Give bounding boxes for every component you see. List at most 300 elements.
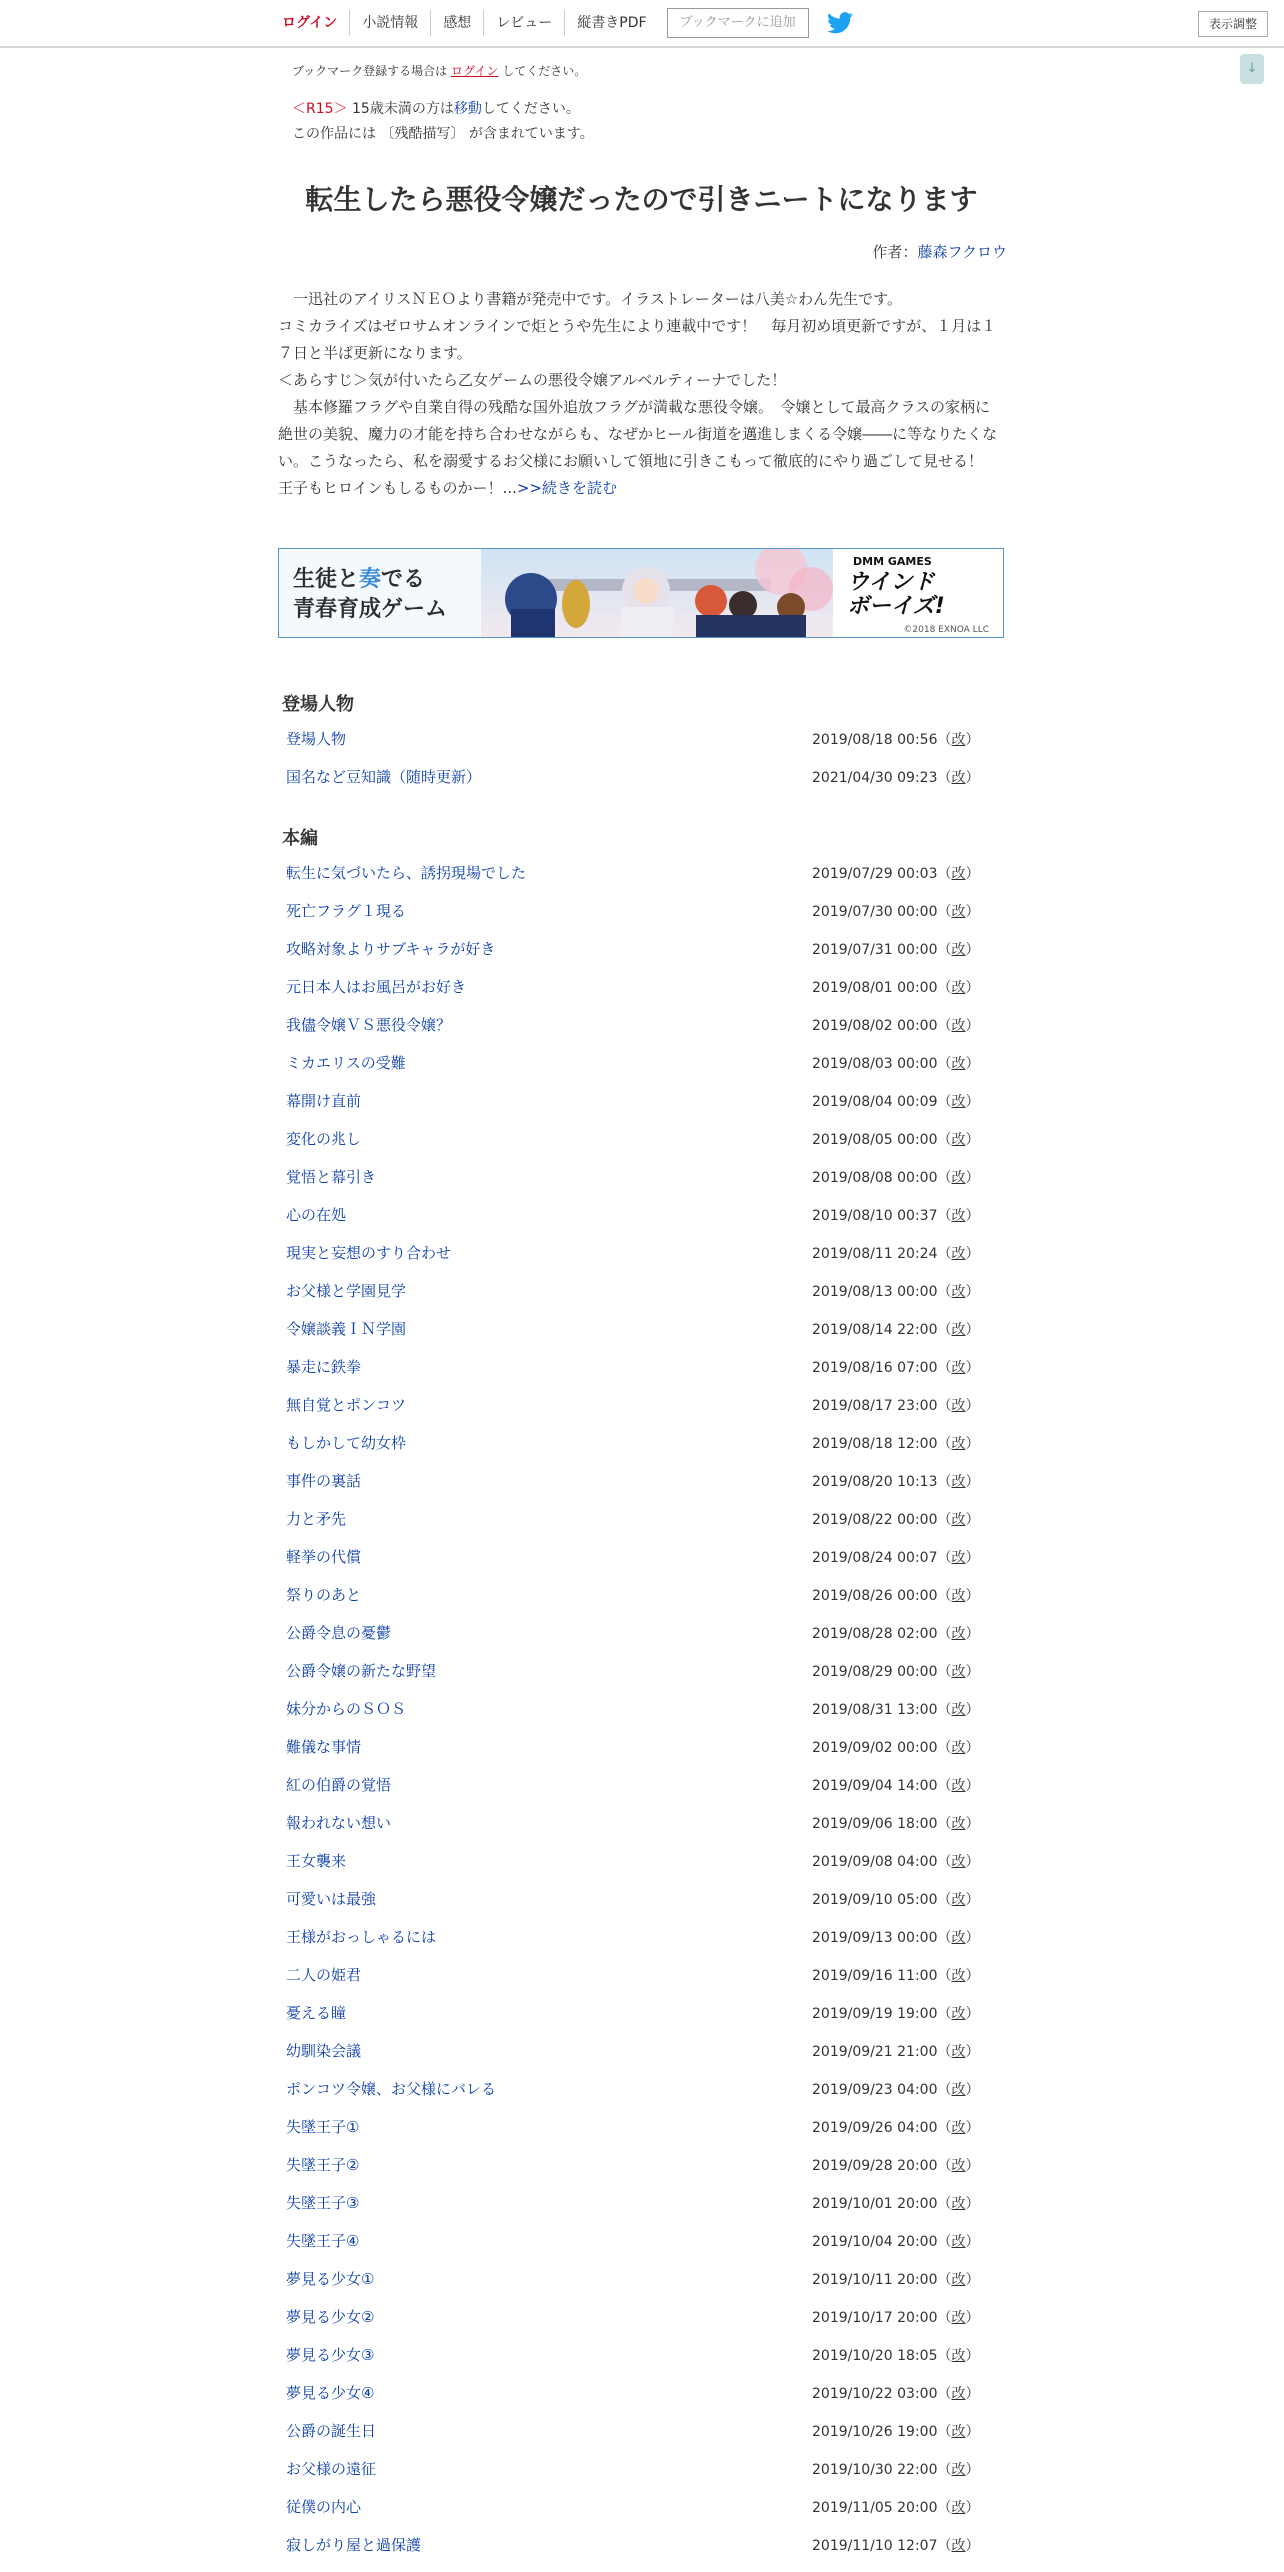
synopsis-line: 絶世の美貌、魔力の才能を持ち合わせながらも、なぜかヒール街道を邁進しまくる令嬢――に等なりたくな [278,425,998,443]
revision-paren-open: （ [937,904,952,920]
episode-link[interactable]: 幼馴染会議 [286,2042,362,2060]
episode-link[interactable]: 登場人物 [286,730,347,748]
episode-timestamp: 2019/07/31 00:00 [812,942,938,958]
episode-timestamp: 2019/09/02 00:00 [812,1740,938,1756]
episode-timestamp: 2019/09/21 21:00 [812,2044,938,2060]
revision-paren-open: （ [937,1132,952,1148]
episode-row [286,1052,986,1090]
revision-link[interactable]: 改 [951,2120,966,2136]
revision-paren-open: （ [937,2348,952,2364]
synopsis-line: ＜あらすじ＞気が付いたら乙女ゲームの悪役令嬢アルベルティーナでした！ [278,371,787,389]
nav-review[interactable]: レビュー [483,10,564,36]
revision-link[interactable]: 改 [951,2538,966,2554]
episode-timestamp: 2019/08/17 23:00 [812,1398,938,1414]
synopsis-line-last [278,475,1002,502]
episode-row [286,2230,986,2268]
revision-link[interactable]: 改 [951,2196,966,2212]
revision-link[interactable]: 改 [951,866,966,882]
episode-timestamp: 2019/08/28 02:00 [812,1626,938,1642]
revision-paren-open: （ [937,1702,952,1718]
episode-link[interactable]: 覚悟と幕引き [286,1168,377,1186]
episode-date [812,1243,980,1263]
revision-paren-open: （ [937,1018,952,1034]
revision-link[interactable]: 改 [951,1360,966,1376]
episode-timestamp: 2019/09/28 20:00 [812,2158,938,2174]
episode-date [812,2117,980,2137]
revision-link[interactable]: 改 [951,1322,966,1338]
revision-link[interactable]: 改 [951,2500,966,2516]
episode-row [286,1850,986,1888]
revision-link[interactable]: 改 [951,1968,966,1984]
episode-row [286,1736,986,1774]
banner-text-c: でる [381,567,426,592]
revision-paren-close: ） [965,1018,980,1034]
episode-timestamp: 2019/10/26 19:00 [812,2424,938,2440]
episode-row [286,2040,986,2078]
episode-row [286,900,986,938]
episode-row [286,1888,986,1926]
revision-link[interactable]: 改 [951,1550,966,1566]
revision-paren-open: （ [937,942,952,958]
revision-paren-close: ） [965,2120,980,2136]
revision-paren-open: （ [937,866,952,882]
read-more-link[interactable]: >>続きを読む [516,479,617,497]
revision-paren-open: （ [937,1208,952,1224]
revision-paren-close: ） [965,732,980,748]
episode-link[interactable]: 失墜王子① [286,2118,360,2136]
episode-date [812,2193,980,2213]
revision-link[interactable]: 改 [951,2006,966,2022]
revision-paren-open: （ [937,2500,952,2516]
episode-date [812,1091,980,1111]
revision-link[interactable]: 改 [951,1056,966,1072]
revision-paren-open: （ [937,2538,952,2554]
revision-link[interactable]: 改 [951,1132,966,1148]
episode-link[interactable]: 王女襲来 [286,1852,347,1870]
synopsis-line: 基本修羅フラグや自業自得の残酷な国外追放フラグが満載な悪役令嬢。 令嬢として最高クラスの家柄に [278,398,991,416]
episode-row [286,2534,986,2572]
revision-paren-open: （ [937,980,952,996]
revision-paren-close: ） [965,1398,980,1414]
episode-date [812,2535,980,2555]
revision-link[interactable]: 改 [951,1626,966,1642]
revision-paren-open: （ [937,1360,952,1376]
episode-timestamp: 2021/04/30 09:23 [812,770,938,786]
nav-impressions[interactable]: 感想 [430,10,483,36]
episode-date [812,2307,980,2327]
episode-timestamp: 2019/08/04 00:09 [812,1094,938,1110]
revision-paren-open: （ [937,1930,952,1946]
episode-date [812,767,980,787]
revision-link[interactable]: 改 [951,1740,966,1756]
episode-row [286,2420,986,2458]
revision-paren-close: ） [965,1664,980,1680]
revision-paren-close: ） [965,1968,980,1984]
synopsis [278,286,1002,502]
revision-paren-close: ） [965,866,980,882]
author-link[interactable]: 藤森フクロウ [917,243,1007,261]
banner-text-line2: 青春育成ゲーム [293,597,448,622]
episode-link[interactable]: 憂える瞳 [286,2004,347,2022]
episode-link[interactable]: 二人の姫君 [286,1966,362,1984]
episode-date [812,1281,980,1301]
episode-row [286,1546,986,1584]
episode-date [812,1129,980,1149]
display-adjust-button[interactable]: 表示調整 [1198,11,1268,37]
r15-tag: ＜R15＞ [292,101,348,117]
revision-link[interactable]: 改 [951,1170,966,1186]
revision-paren-close: ） [965,1816,980,1832]
episode-link[interactable]: 力と矛先 [286,1510,347,1528]
episode-link[interactable]: 失墜王子③ [286,2194,360,2212]
episode-timestamp: 2019/10/22 03:00 [812,2386,938,2402]
episode-date [812,977,980,997]
episode-timestamp: 2019/10/01 20:00 [812,2196,938,2212]
revision-link[interactable]: 改 [951,2082,966,2098]
revision-paren-close: ） [965,1778,980,1794]
episode-timestamp: 2019/07/30 00:00 [812,904,938,920]
revision-link[interactable]: 改 [951,770,966,786]
revision-link[interactable]: 改 [951,1816,966,1832]
episode-link[interactable]: 無自覚とポンコツ [286,1396,407,1414]
episode-link[interactable]: お父様と学園見学 [286,1282,407,1300]
episode-date [812,1927,980,1947]
episode-link[interactable]: 令嬢談義ＩＮ学園 [286,1320,407,1338]
revision-link[interactable]: 改 [951,1284,966,1300]
revision-paren-close: ） [965,2006,980,2022]
revision-paren-open: （ [937,2158,952,2174]
episode-date [812,1205,980,1225]
episode-date [812,2041,980,2061]
revision-link[interactable]: 改 [951,1018,966,1034]
episode-row [286,1394,986,1432]
revision-paren-close: ） [965,1930,980,1946]
revision-paren-open: （ [937,732,952,748]
episode-date [812,1813,980,1833]
revision-paren-close: ） [965,1512,980,1528]
episode-row [286,1318,986,1356]
banner-logo [833,549,1003,637]
revision-link[interactable]: 改 [951,2272,966,2288]
revision-paren-close: ） [965,904,980,920]
chapter-title: 本編 [282,828,318,849]
revision-link[interactable]: 改 [951,1436,966,1452]
revision-link[interactable]: 改 [951,1398,966,1414]
episode-row [286,862,986,900]
revision-paren-open: （ [937,1854,952,1870]
episode-link[interactable]: 変化の兆し [286,1130,362,1148]
episode-link[interactable]: 心の在処 [286,1206,347,1224]
revision-paren-open: （ [937,1664,952,1680]
revision-link[interactable]: 改 [951,2348,966,2364]
episode-date [812,1433,980,1453]
content-warning: この作品には 〔残酷描写〕 が含まれています。 [292,126,594,142]
episode-timestamp: 2019/09/13 00:00 [812,1930,938,1946]
episode-row [286,1242,986,1280]
episode-row [286,2496,986,2534]
episode-link[interactable]: 死亡フラグ１現る [286,902,407,920]
episode-timestamp: 2019/10/11 20:00 [812,2272,938,2288]
episode-date [812,1053,980,1073]
episode-row [286,1090,986,1128]
episode-timestamp: 2019/08/05 00:00 [812,1132,938,1148]
chapter-title: 登場人物 [282,694,354,715]
episode-timestamp: 2019/10/04 20:00 [812,2234,938,2250]
revision-paren-open: （ [937,1816,952,1832]
revision-link[interactable]: 改 [951,2386,966,2402]
episode-date [812,1585,980,1605]
synopsis-line: ７日と半ば更新になります。 [278,344,472,362]
episode-link[interactable]: 難儀な事情 [286,1738,362,1756]
episode-link[interactable]: 事件の裏話 [286,1472,362,1490]
episode-date [812,1699,980,1719]
episode-row [286,766,986,804]
episode-row [286,1812,986,1850]
revision-paren-close: ） [965,1094,980,1110]
revision-link[interactable]: 改 [951,1892,966,1908]
episode-link[interactable]: 可愛いは最強 [286,1890,377,1908]
revision-paren-close: ） [965,980,980,996]
r15-text: 15歳未満の方は [352,101,454,117]
revision-link[interactable]: 改 [951,1208,966,1224]
revision-paren-open: （ [937,770,952,786]
revision-paren-close: ） [965,1588,980,1604]
episode-link[interactable]: 公爵令嬢の新たな野望 [286,1662,437,1680]
r15-notice [292,98,580,118]
episode-timestamp: 2019/11/05 20:00 [812,2500,938,2516]
episode-timestamp: 2019/08/10 00:37 [812,1208,938,1224]
revision-link[interactable]: 改 [951,1778,966,1794]
revision-paren-open: （ [937,1094,952,1110]
revision-link[interactable]: 改 [951,1854,966,1870]
episode-row [286,938,986,976]
revision-link[interactable]: 改 [951,1512,966,1528]
twitter-icon[interactable] [827,12,853,34]
revision-paren-close: ） [965,2234,980,2250]
revision-paren-open: （ [937,2310,952,2326]
episode-date [812,2003,980,2023]
revision-paren-close: ） [965,1170,980,1186]
episode-link[interactable]: 公爵の誕生日 [286,2422,377,2440]
episode-row [286,2306,986,2344]
episode-date [812,1547,980,1567]
revision-paren-open: （ [937,2272,952,2288]
revision-link[interactable]: 改 [951,1246,966,1262]
revision-paren-open: （ [937,1778,952,1794]
episode-timestamp: 2019/09/04 14:00 [812,1778,938,1794]
episode-timestamp: 2019/09/26 04:00 [812,2120,938,2136]
revision-paren-close: ） [965,1626,980,1642]
nav-login[interactable]: ログイン [282,15,338,31]
revision-paren-close: ） [965,1360,980,1376]
episode-link[interactable]: 祭りのあと [286,1586,362,1604]
revision-paren-close: ） [965,1740,980,1756]
revision-link[interactable]: 改 [951,1664,966,1680]
revision-link[interactable]: 改 [951,1094,966,1110]
author-label: 作者： [872,243,918,261]
episode-link[interactable]: 攻略対象よりサブキャラが好き [286,940,496,958]
revision-link[interactable]: 改 [951,980,966,996]
episode-timestamp: 2019/08/18 00:56 [812,732,938,748]
revision-link[interactable]: 改 [951,2310,966,2326]
episode-row [286,1280,986,1318]
revision-paren-close: ） [965,1284,980,1300]
episode-row [286,2458,986,2496]
r15-move-link[interactable]: 移動 [453,101,482,117]
episode-link[interactable]: 失墜王子④ [286,2232,360,2250]
revision-paren-close: ） [965,2196,980,2212]
episode-link[interactable]: 紅の伯爵の覚悟 [286,1776,392,1794]
episode-link[interactable]: 夢見る少女③ [286,2346,375,2364]
banner-copyright: ©2018 EXNOA LLC [903,625,989,635]
revision-link[interactable]: 改 [951,732,966,748]
episode-date [812,2459,980,2479]
episode-link[interactable]: 幕開け直前 [286,1092,362,1110]
revision-paren-close: ） [965,1056,980,1072]
notice-login-link[interactable]: ログイン [451,64,499,78]
revision-link[interactable]: 改 [951,904,966,920]
author-line [872,241,1007,262]
revision-paren-open: （ [937,1284,952,1300]
revision-link[interactable]: 改 [951,1702,966,1718]
nav-vertical-pdf[interactable]: 縦書きPDF [564,10,658,36]
revision-paren-close: ） [965,2386,980,2402]
episode-date [812,1623,980,1643]
revision-link[interactable]: 改 [951,1930,966,1946]
revision-link[interactable]: 改 [951,2158,966,2174]
episode-link[interactable]: 公爵令息の憂鬱 [286,1624,392,1642]
episode-link[interactable]: 従僕の内心 [286,2498,362,2516]
episode-date [812,1395,980,1415]
episode-timestamp: 2019/08/31 13:00 [812,1702,938,1718]
episode-timestamp: 2019/08/16 07:00 [812,1360,938,1376]
episode-date [812,1889,980,1909]
episode-link[interactable]: もしかして幼女枠 [286,1434,407,1452]
revision-paren-close: ） [965,2424,980,2440]
episode-timestamp: 2019/08/08 00:00 [812,1170,938,1186]
revision-paren-close: ） [965,770,980,786]
revision-paren-close: ） [965,2044,980,2060]
nav-novel-info[interactable]: 小説情報 [349,10,430,36]
episode-row [286,1128,986,1166]
episode-row [286,1356,986,1394]
bookmark-add-button[interactable]: ブックマークに追加 [667,8,809,38]
episode-link[interactable]: 妹分からのＳＯＳ [286,1700,407,1718]
episode-row [286,1964,986,2002]
revision-paren-open: （ [937,2424,952,2440]
episode-timestamp: 2019/07/29 00:03 [812,866,938,882]
episode-link[interactable]: 王様がおっしゃるには [286,1928,437,1946]
revision-paren-close: ） [965,942,980,958]
episode-link[interactable]: ポンコツ令嬢、お父様にバレる [286,2080,497,2098]
revision-paren-close: ） [965,1436,980,1452]
episode-row [286,1698,986,1736]
episode-timestamp: 2019/09/06 18:00 [812,1816,938,1832]
episode-link[interactable]: 失墜王子② [286,2156,360,2174]
episode-date [812,1509,980,1529]
episode-date [812,1775,980,1795]
revision-link[interactable]: 改 [951,2462,966,2478]
episode-link[interactable]: 国名など豆知識（随時更新） [286,768,482,786]
episode-link[interactable]: お父様の遠征 [286,2460,377,2478]
banner-illustration [481,549,833,637]
episode-timestamp: 2019/10/20 18:05 [812,2348,938,2364]
revision-link[interactable]: 改 [951,942,966,958]
episode-timestamp: 2019/09/10 05:00 [812,1892,938,1908]
episode-row [286,1014,986,1052]
episode-timestamp: 2019/08/14 22:00 [812,1322,938,1338]
episode-link[interactable]: 元日本人はお風呂がお好き [286,978,467,996]
episode-row [286,1432,986,1470]
episode-link[interactable]: 夢見る少女④ [286,2384,375,2402]
episode-link[interactable]: 転生に気づいたら、誘拐現場でした [286,864,527,882]
episode-date [812,939,980,959]
synopsis-text: 王子もヒロインもしるものかー！... [278,479,517,497]
revision-paren-open: （ [937,1246,952,1262]
revision-paren-open: （ [937,1170,952,1186]
revision-paren-open: （ [937,1398,952,1414]
revision-paren-open: （ [937,1322,952,1338]
episode-row [286,2116,986,2154]
scroll-down-arrow-icon[interactable]: ↓ [1240,54,1264,84]
banner-text-highlight: 奏 [359,567,382,592]
episode-link[interactable]: 我儘令嬢ＶＳ悪役令嬢？ [286,1016,452,1034]
revision-link[interactable]: 改 [951,2234,966,2250]
revision-paren-close: ） [965,1246,980,1262]
episode-row [286,1508,986,1546]
novel-title: 転生したら悪役令嬢だったので引きニートになります [305,183,978,216]
episode-row [286,1774,986,1812]
revision-paren-close: ） [965,1208,980,1224]
revision-paren-open: （ [937,1436,952,1452]
episode-date [812,2345,980,2365]
ad-banner[interactable] [278,548,1004,638]
top-nav-bar [0,0,1284,48]
episode-link[interactable]: 軽挙の代償 [286,1548,362,1566]
episode-link[interactable]: 夢見る少女① [286,2270,375,2288]
episode-link[interactable]: ミカエリスの受難 [286,1054,406,1072]
episode-timestamp: 2019/08/02 00:00 [812,1018,938,1034]
revision-link[interactable]: 改 [951,2424,966,2440]
revision-paren-open: （ [937,2462,952,2478]
episode-link[interactable]: 現実と妄想のすり合わせ [286,1244,452,1262]
episode-link[interactable]: 報われない想い [286,1814,392,1832]
synopsis-line: コミカライズはゼロサムオンラインで炬とうや先生により連載中です！ 毎月初め頃更新ですが、１月は１ [278,317,997,335]
revision-link[interactable]: 改 [951,2044,966,2060]
episode-link[interactable]: 夢見る少女② [286,2308,375,2326]
revision-link[interactable]: 改 [951,1474,966,1490]
episode-date [812,2421,980,2441]
episode-timestamp: 2019/09/19 19:00 [812,2006,938,2022]
revision-paren-open: （ [937,1626,952,1642]
revision-link[interactable]: 改 [951,1588,966,1604]
revision-paren-open: （ [937,1892,952,1908]
revision-paren-open: （ [937,1740,952,1756]
episode-link[interactable]: 暴走に鉄拳 [286,1358,362,1376]
revision-paren-close: ） [965,2348,980,2364]
revision-paren-close: ） [965,2272,980,2288]
revision-paren-close: ） [965,1702,980,1718]
episode-row [286,2344,986,2382]
notice-text: ブックマーク登録する場合は [292,64,448,78]
episode-timestamp: 2019/09/23 04:00 [812,2082,938,2098]
episode-row [286,976,986,1014]
episode-date [812,1471,980,1491]
revision-paren-close: ） [965,1132,980,1148]
revision-paren-close: ） [965,2158,980,2174]
episode-link[interactable]: 寂しがり屋と過保護 [286,2536,422,2554]
episode-date [812,1737,980,1757]
